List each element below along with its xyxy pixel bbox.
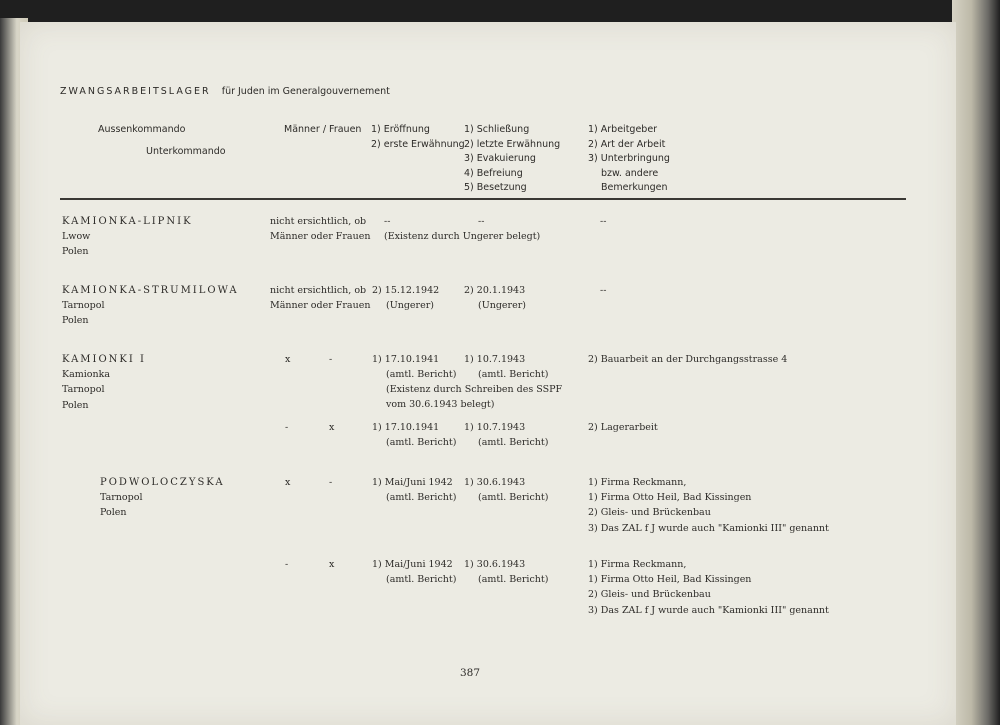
entry-kamionki-women-f: x xyxy=(329,422,335,433)
entry-lipnik-place-1: Lwow xyxy=(62,231,91,243)
col-close-1: 1) Schließung xyxy=(464,124,530,135)
entry-lipnik-work: -- xyxy=(600,216,607,227)
entry-lipnik-note: (Existenz durch Ungerer belegt) xyxy=(384,231,541,242)
running-head-subtitle: für Juden im Generalgouvernement xyxy=(221,86,390,97)
col-unterkommando: Unterkommando xyxy=(146,146,226,157)
entry-kamionki-men-note-2: vom 30.6.1943 belegt) xyxy=(386,399,495,411)
entry-strumilowa-work: -- xyxy=(600,285,607,296)
entry-kamionki-women-open-1: 1) 17.10.1941 xyxy=(372,422,440,433)
entry-podwol-place-1: Tarnopol xyxy=(100,492,143,504)
entry-podwol-name: PODWOLOCZYSKA xyxy=(100,477,225,488)
col-maenner-frauen: Männer / Frauen xyxy=(284,124,362,135)
entry-podwol-women-work xyxy=(588,557,829,618)
entry-podwol-men-work-1: 1) Firma Reckmann, xyxy=(588,477,687,488)
entry-kamionki-women-open-2: (amtl. Bericht) xyxy=(386,437,457,449)
entry-kamionki-men-m: x xyxy=(285,354,291,365)
entry-podwol-location xyxy=(100,475,225,521)
entry-podwol-men-m: x xyxy=(285,477,291,488)
entry-kamionki-men-note xyxy=(386,382,562,412)
col-close-2: 2) letzte Erwähnung xyxy=(464,138,561,150)
col-eroeffnung xyxy=(371,123,465,152)
entry-lipnik-open: -- xyxy=(384,216,391,227)
entry-kamionki-men-open-2: (amtl. Bericht) xyxy=(386,369,457,381)
page-number: 387 xyxy=(460,667,481,679)
entry-podwol-men-close xyxy=(464,475,548,505)
entry-podwol-men-open-2: (amtl. Bericht) xyxy=(386,492,457,504)
entry-kamionki-women-m: - xyxy=(285,422,289,433)
col-work-1: 1) Arbeitgeber xyxy=(588,124,658,135)
entry-lipnik-close: -- xyxy=(478,216,485,227)
entry-kamionki-location xyxy=(62,352,146,413)
entry-podwol-men-close-1: 1) 30.6.1943 xyxy=(464,477,526,488)
entry-kamionki-women-close-2: (amtl. Bericht) xyxy=(478,437,549,449)
entry-strumilowa-mf xyxy=(270,283,370,313)
entry-kamionki-men-work: 2) Bauarbeit an der Durchgangsstrasse 4 xyxy=(588,354,788,365)
entry-podwol-men-work xyxy=(588,475,829,536)
entry-kamionki-men-close-2: (amtl. Bericht) xyxy=(478,369,549,381)
entry-lipnik-name: KAMIONKA-LIPNIK xyxy=(62,216,193,227)
col-work-3: 3) Unterbringung xyxy=(588,153,670,165)
col-work-2: 2) Art der Arbeit xyxy=(588,138,666,150)
entry-strumilowa-close-1: 2) 20.1.1943 xyxy=(464,285,526,296)
entry-kamionki-place-3: Polen xyxy=(62,399,89,411)
entry-podwol-women-open xyxy=(372,557,456,587)
entry-podwol-men-open xyxy=(372,475,456,505)
entry-kamionki-women-open xyxy=(372,420,456,450)
entry-lipnik-mf-2: Männer oder Frauen xyxy=(270,231,371,243)
running-head-title: ZWANGSARBEITSLAGER xyxy=(60,86,211,97)
entry-kamionki-women-close-1: 1) 10.7.1943 xyxy=(464,422,526,433)
entry-podwol-women-close-2: (amtl. Bericht) xyxy=(478,574,549,586)
scan-background xyxy=(0,0,1000,22)
entry-kamionki-name: KAMIONKI I xyxy=(62,354,146,365)
entry-kamionki-men-open xyxy=(372,352,456,382)
entry-podwol-men-work-2: 1) Firma Otto Heil, Bad Kissingen xyxy=(588,492,752,504)
col-open-2: 2) erste Erwähnung xyxy=(371,138,465,150)
col-work-4: bzw. andere xyxy=(601,167,659,179)
entry-podwol-place-2: Polen xyxy=(100,507,127,519)
entry-podwol-women-work-2: 1) Firma Otto Heil, Bad Kissingen xyxy=(588,574,752,586)
col-open-1: 1) Eröffnung xyxy=(371,124,430,135)
entry-strumilowa-name: KAMIONKA-STRUMILOWA xyxy=(62,285,239,296)
entry-strumilowa-close-2: (Ungerer) xyxy=(478,300,526,312)
entry-kamionki-women-work: 2) Lagerarbeit xyxy=(588,422,658,433)
entry-kamionki-men-close-1: 1) 10.7.1943 xyxy=(464,354,526,365)
col-work-5: Bemerkungen xyxy=(601,182,668,194)
entry-podwol-women-open-2: (amtl. Bericht) xyxy=(386,574,457,586)
entry-podwol-women-work-4: 3) Das ZAL f J wurde auch "Kamionki III" genannt xyxy=(588,604,829,616)
entry-kamionki-place-2: Tarnopol xyxy=(62,384,105,396)
entry-strumilowa-open xyxy=(372,283,439,313)
col-aussenkommando: Aussenkommando xyxy=(98,124,186,135)
entry-podwol-men-work-3: 2) Gleis- und Brückenbau xyxy=(588,507,711,519)
entry-strumilowa-mf-2: Männer oder Frauen xyxy=(270,300,371,312)
entry-podwol-men-open-1: 1) Mai/Juni 1942 xyxy=(372,477,453,488)
col-schliessung xyxy=(464,123,560,196)
entry-podwol-women-close xyxy=(464,557,548,587)
entry-podwol-women-close-1: 1) 30.6.1943 xyxy=(464,559,526,570)
entry-lipnik-location xyxy=(62,214,193,260)
entry-strumilowa-place-2: Polen xyxy=(62,315,89,327)
entry-strumilowa-mf-1: nicht ersichtlich, ob xyxy=(270,285,367,296)
col-close-4: 4) Befreiung xyxy=(464,167,523,179)
col-arbeitgeber xyxy=(588,123,670,196)
entry-kamionki-women-close xyxy=(464,420,548,450)
entry-podwol-women-work-1: 1) Firma Reckmann, xyxy=(588,559,687,570)
entry-podwol-men-f: - xyxy=(329,477,333,488)
entry-strumilowa-close xyxy=(464,283,526,313)
entry-podwol-women-m: - xyxy=(285,559,289,570)
book-right-edge xyxy=(952,0,1000,725)
entry-podwol-women-work-3: 2) Gleis- und Brückenbau xyxy=(588,589,711,601)
entry-strumilowa-place-1: Tarnopol xyxy=(62,300,105,312)
entry-podwol-women-open-1: 1) Mai/Juni 1942 xyxy=(372,559,453,570)
entry-kamionki-men-f: - xyxy=(329,354,333,365)
entry-kamionki-place-1: Kamionka xyxy=(62,369,111,381)
entry-lipnik-mf-1: nicht ersichtlich, ob xyxy=(270,216,367,227)
book-page xyxy=(20,22,956,725)
col-close-3: 3) Evakuierung xyxy=(464,153,536,165)
col-close-5: 5) Besetzung xyxy=(464,182,527,194)
entry-kamionki-men-close xyxy=(464,352,548,382)
entry-lipnik-mf xyxy=(270,214,370,244)
entry-strumilowa-open-1: 2) 15.12.1942 xyxy=(372,285,440,296)
entry-podwol-men-close-2: (amtl. Bericht) xyxy=(478,492,549,504)
entry-podwol-men-work-4: 3) Das ZAL f J wurde auch "Kamionki III" genannt xyxy=(588,522,829,534)
running-head xyxy=(60,79,390,98)
entry-lipnik-place-2: Polen xyxy=(62,246,89,258)
entry-kamionki-men-note-1: (Existenz durch Schreiben des SSPF xyxy=(386,384,563,395)
entry-kamionki-men-open-1: 1) 17.10.1941 xyxy=(372,354,440,365)
entry-podwol-women-f: x xyxy=(329,559,335,570)
header-rule xyxy=(60,198,906,200)
entry-strumilowa-open-2: (Ungerer) xyxy=(386,300,434,312)
entry-strumilowa-location xyxy=(62,283,239,329)
